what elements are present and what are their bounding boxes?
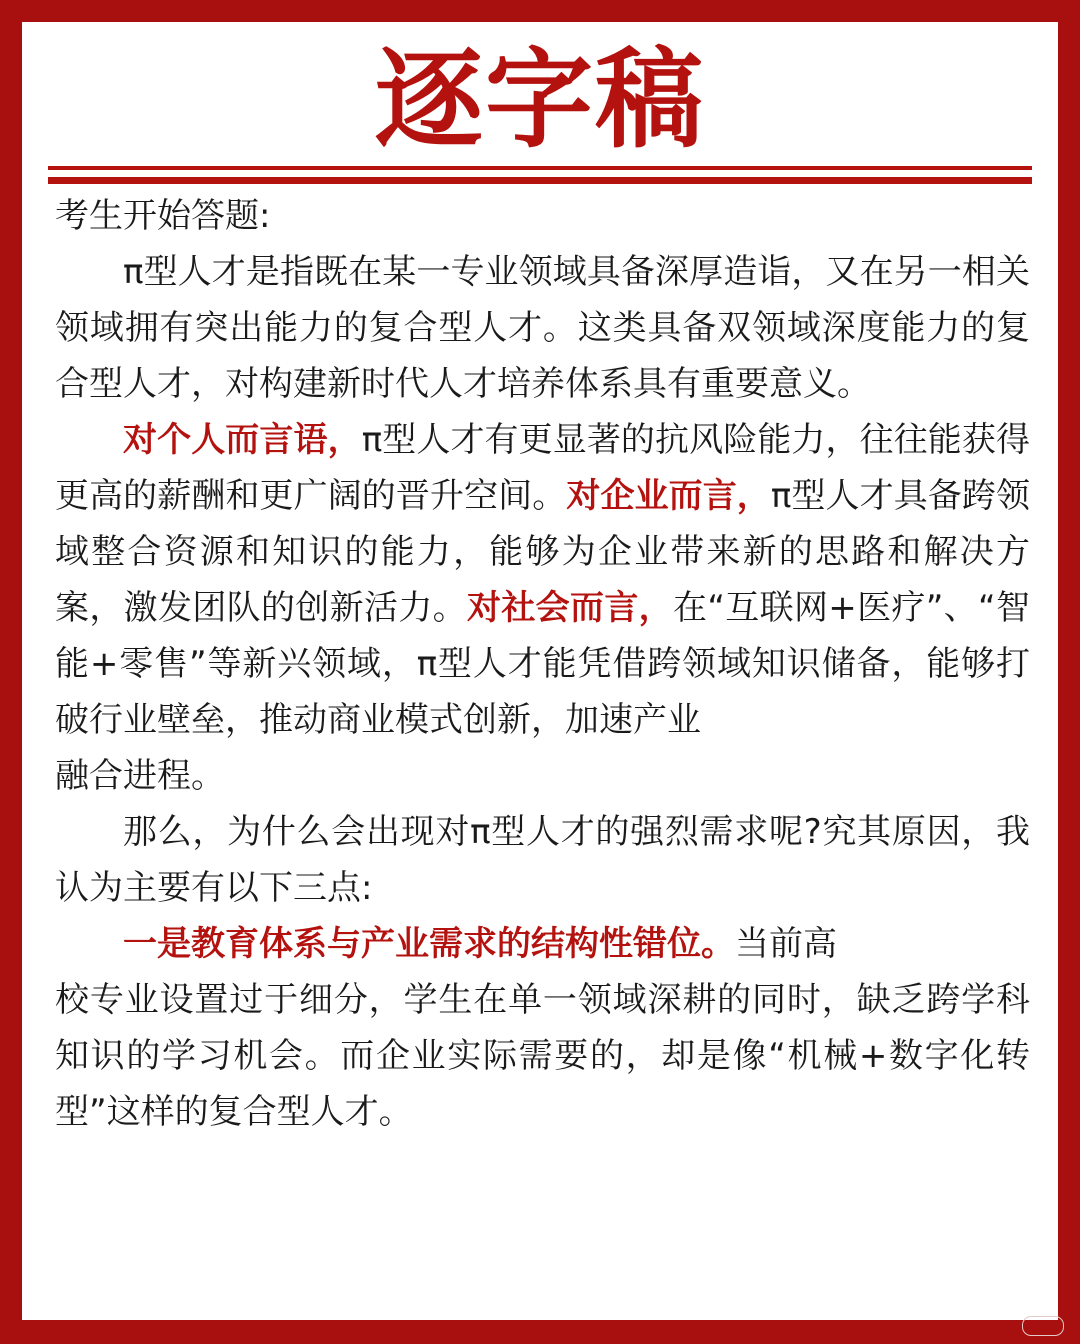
watermark-logo: [1022, 1316, 1064, 1336]
title-divider-thick: [48, 177, 1032, 184]
paragraph-significance-tail: 融合进程。: [55, 756, 225, 796]
paragraph-reason-one: [55, 916, 1030, 972]
highlight-enterprise: 对企业而言，: [566, 476, 771, 516]
highlight-reason-one: 一是教育体系与产业需求的结构性错位。: [123, 924, 735, 964]
text-reason-one-start: 当前高: [735, 924, 837, 964]
text-society: 在“互联网+医疗”、“智能+零售”等新兴领域，π型人才能凭借跨领域知识储备，能够打破行业壁垒，推动商业模式创新，加速产业: [55, 588, 1030, 740]
paragraph-question: 那么，为什么会出现对π型人才的强烈需求呢?究其原因，我认为主要有以下三点:: [55, 812, 1030, 908]
opening-line: 考生开始答题:: [55, 196, 271, 236]
text-enterprise: π型人才具备跨领域整合资源和知识的能力，能够为企业带来新的思路和解决方案，激发团队的创新活力。: [55, 476, 1031, 628]
paragraph-definition: π型人才是指既在某一专业领域具备深厚造诣，又在另一相关领域拥有突出能力的复合型人才。这类具备双领域深度能力的复合型人才，对构建新时代人才培养体系具有重要意义。: [55, 252, 1030, 404]
title-divider-thin: [48, 166, 1032, 170]
paragraph-reason-one-detail: 校专业设置过于细分，学生在单一领域深耕的同时，缺乏跨学科知识的学习机会。而企业实际需要的，却是像“机械+数字化转型”这样的复合型人才。: [55, 980, 1030, 1132]
page-content: [22, 22, 1058, 1320]
transcript-body: [55, 188, 1030, 1140]
page-title: 逐字稿: [374, 38, 705, 163]
highlight-individual: 对个人而言语，: [123, 420, 362, 460]
text-individual: π型人才有更显著的抗风险能力，往往能获得更高的薪酬和更广阔的晋升空间。: [55, 420, 1031, 516]
highlight-society: 对社会而言，: [467, 588, 673, 628]
paragraph-significance: [55, 412, 1030, 748]
